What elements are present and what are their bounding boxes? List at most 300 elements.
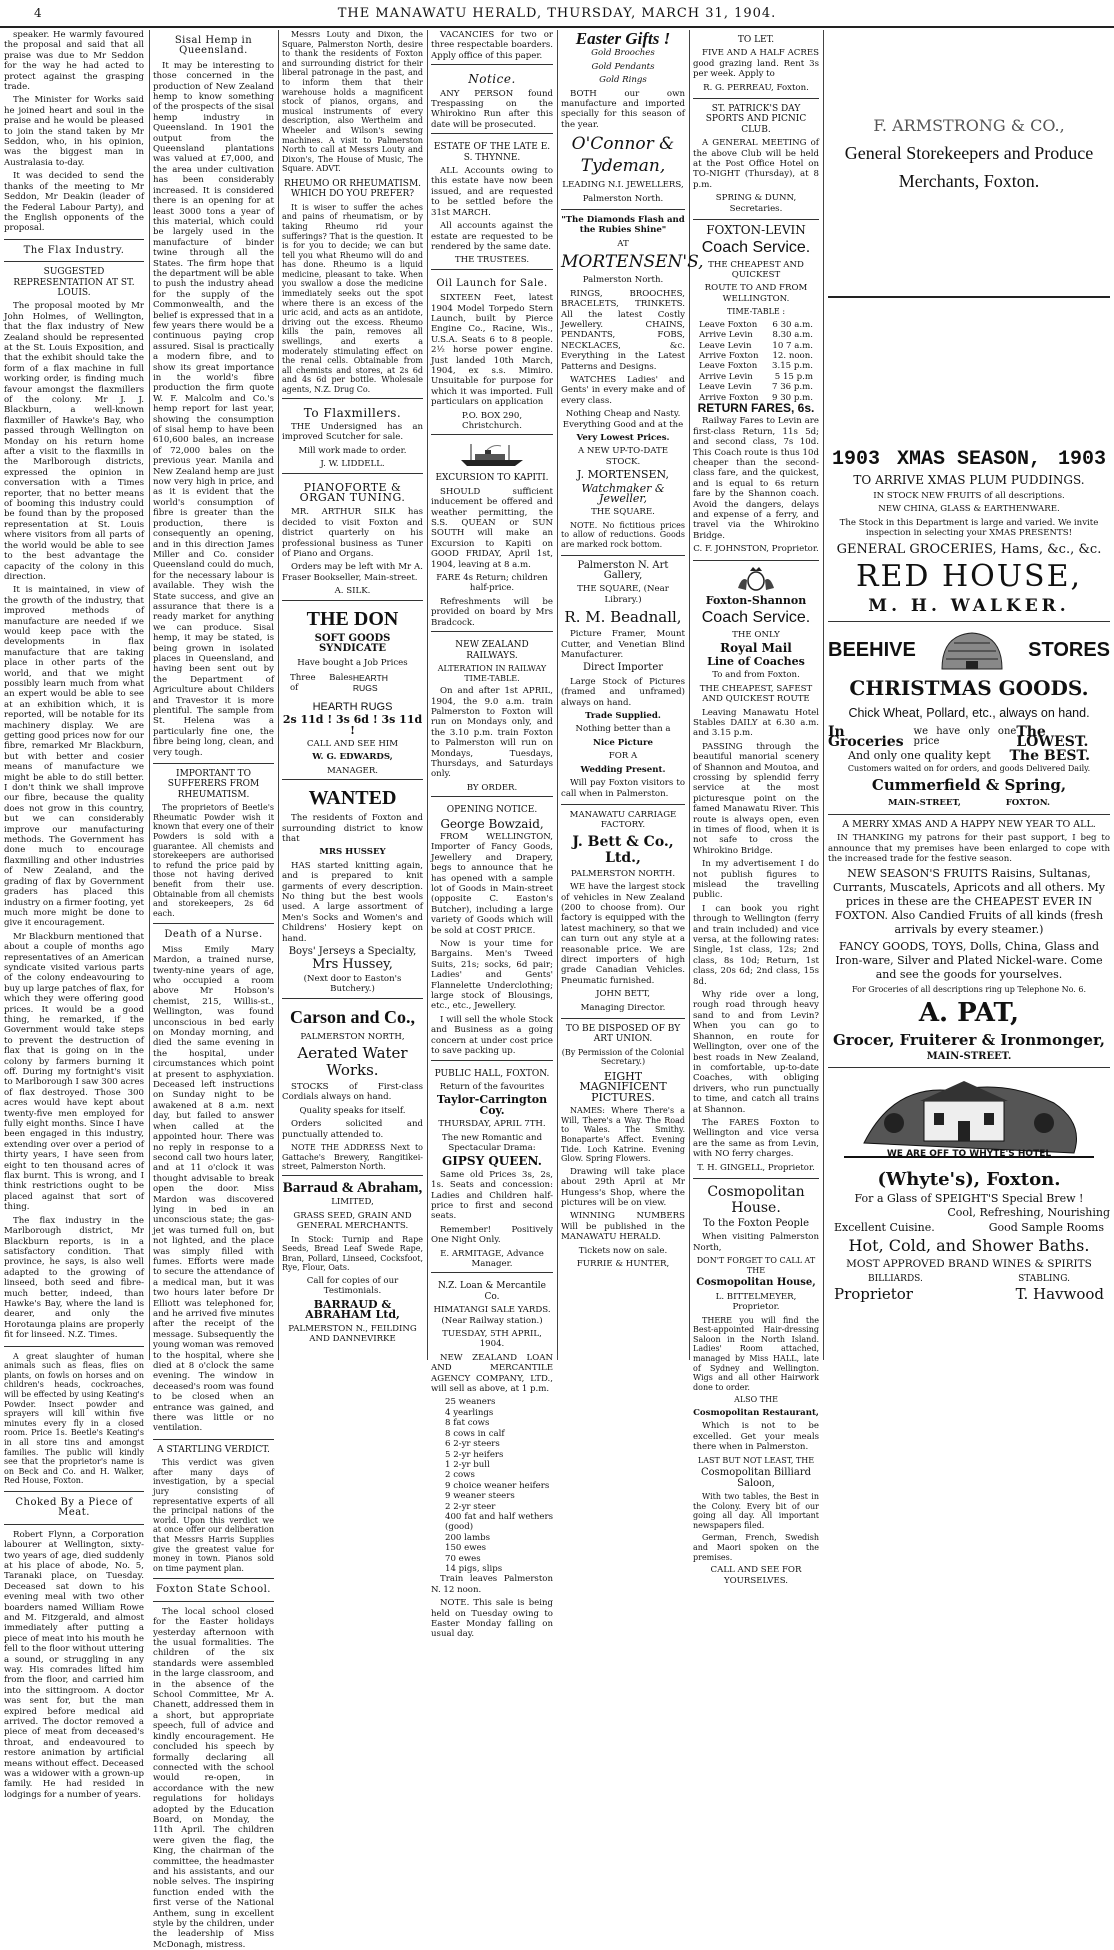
advert-text: SHOULD sufficient inducement be offered and weather permitting, the S.S. QUEAN or SUN SOUTH will make an Excursion to Kapiti on GOOD FRIDAY, April 1st, 1904, leaving at 8 a.m. <box>431 486 553 570</box>
article-text: This verdict was given after many days of investigation, by a special jury consisting of representative experts of all the principal nations of the world. Upon this verdict we at once offer our deliberation that Messrs Harris Supplies give the greatest value for money in town. Pianos sold on time payment plan. <box>153 1458 274 1573</box>
advert-text: FOXTON. <box>1005 798 1050 809</box>
advert-title: Cosmopolitan House. <box>707 1183 805 1216</box>
advert-text: MR. ARTHUR SILK has decided to visit Foxton and district quarterly on his professional business as Tuner of Piano and Organs. <box>282 507 423 560</box>
advert-text: Orders solicited and punctually attended to. <box>282 1119 423 1140</box>
advert-name: Cosmopolitan House, <box>696 1277 816 1289</box>
advert-heading: GIPSY QUEEN. <box>442 1154 542 1169</box>
advert-heading: HEARTH RUGS <box>312 700 393 713</box>
article-headline: Choked By a Piece of Meat. <box>15 1496 133 1519</box>
advert-signature: BY ORDER. <box>466 782 518 793</box>
advert-title: (Whyte's), Foxton. <box>877 1169 1061 1191</box>
stock-list-item: 5 2-yr heifers <box>445 1449 504 1460</box>
advert-text: German, French, Swedish and Maori spoken on the premises. <box>693 1533 819 1562</box>
advert-text: The FARES Foxton to Wellington and vice versa are the same as from Levin, with NO ferry charges. <box>693 1117 819 1160</box>
article-headline: Sisal Hemp in Queensland. <box>174 35 253 57</box>
steamship-illustration <box>457 442 527 468</box>
advert-text: A NEW UP-TO-DATE STOCK. <box>577 446 669 467</box>
stock-list-item: 200 lambs <box>445 1532 491 1543</box>
timetable-row <box>699 372 813 382</box>
advert-text: THE SQUARE. <box>591 507 655 518</box>
timetable-row <box>699 320 813 330</box>
advert-title: Foxton-Shannon <box>705 593 807 607</box>
advert-title: RED HOUSE, <box>855 558 1083 594</box>
advert-text: Nothing Cheap and Nasty. Everything Good and at the <box>562 409 684 430</box>
advert-text: IN THANKING my patrons for their past support, I beg to announce that my premises have been enlarged to cope with the increased trade for the festive season. <box>828 833 1110 865</box>
advert-text: VACANCIES for two or three respectable boarders. Apply office of this paper. <box>431 30 553 61</box>
advert-text: THE ONLY <box>732 630 780 641</box>
advert-item: Gold Brooches <box>591 48 655 59</box>
timetable-row <box>699 361 813 371</box>
timetable-time: 9 30 p.m. <box>772 392 813 403</box>
advert-title: THE DON <box>306 607 399 630</box>
advert-text: Wedding Present. <box>580 764 666 775</box>
column-rule <box>689 30 690 1360</box>
column-rule <box>149 30 150 1360</box>
advert-the-don <box>282 600 423 776</box>
advert-tagline: "The Diamonds Flash and the Rubies Shine" <box>561 215 685 236</box>
advert-text: WE have the largest stock of vehicles in New Zealand (200 to choose from). Our factory is equipped with the latest machinery, so that we can turn out any style at a reasonable price. We are direct importers of high grade Canadian Vehicles. Pneumatic furnished. <box>561 882 685 986</box>
advert-text: Now is your time for Bargains. Men's Tweed Suits, 21s; socks, 6d pair; Ladies' and Gents' Flannelette Underclothing; large stock of Blousings, etc., etc., Jewellery. <box>431 939 553 1012</box>
article-headline: Foxton State School. <box>156 1584 271 1596</box>
advert-text: SIXTEEN Feet, latest 1904 Model Torpedo Stern Launch, built by Pierce Engine Co., Racine, Wis., U.S.A. Seats 6 to 8 people. 2½ horse power engine. Just landed 10th March, 1904, ex s.s. Mimiro. Unsuitable for purpose for which it was imported. Full particulars on application <box>431 293 553 408</box>
advert-text: STABLING. <box>1018 1274 1070 1285</box>
advert-signature: T. H. GINGELL, Proprietor. <box>697 1162 815 1173</box>
column-rule <box>823 30 824 1360</box>
advert-flaxmillers <box>282 398 423 470</box>
article-text: Mr Blackburn mentioned that about a couple of months ago representatives of an American syndicate visited various parts of the colony endeavouring to buy up large patches of flax, for which they were offering good prices. It would be a good thing, he remarked, if the Government would take steps to prevent the destruction of flax that is going on in the colony by farmers burning it off. During my fortnight's visit to Marlborough I saw 300 acres of flax destroyed. Those 300 acres would have kept about twenty-five men employed for fully eight months. Since I have been engaged in this industry, extending over over a period of thirty years, I have seen from eight to ten thousand acres of flax burnt. This is wrong, and I think restrictions ought to be placed against that sort of thing. <box>4 931 144 1213</box>
advert-title: Carson and Co., <box>289 1006 416 1027</box>
advert-date: TUESDAY, 5TH APRIL, 1904. <box>442 1329 542 1350</box>
advert-item: Gold Rings <box>599 75 647 86</box>
advert-title: EIGHT MAGNIFICENT PICTURES. <box>579 1070 667 1104</box>
advert-text: LEADING N.I. JEWELLERS, <box>562 180 684 191</box>
advert-text: In Groceries <box>828 723 904 751</box>
advert-text: Quality speaks for itself. <box>299 1105 406 1116</box>
advert-text: we have only one price <box>913 725 1017 748</box>
timetable-time: 7 36 p.m. <box>772 382 813 393</box>
timetable-label: TIME-TABLE : <box>726 307 786 317</box>
advert-text: I will sell the whole Stock and Business as a going concern at under cost price to save packing up. <box>431 1014 553 1057</box>
advert-text: Orders may be left with Mr A. Fraser Bookseller, Main-street. <box>282 562 423 583</box>
article-text: Robert Flynn, a Corporation labourer at Wellington, sixty-two years of age, died suddenly at his place of abode, No. 5, Taranaki place, on Tuesday. Deceased sat down to his evening meal with two other boarders named William Rowe and M. Fitzgerald, and almost immediately after putting a piece of meat into his mouth he fell to the floor without uttering a sound, or struggling in any way. His comrades lifted him from the floor, and carried him into the sittingroom. A doctor was sent for, but the man expired before medical aid arrived. The doctor removed a piece of meat from deceased's throat, and endeavoured to restore animation by artificial means without effect. Deceased was a widower with a grown-up family. He had resided in lodgings for a number of years. <box>4 1529 144 1800</box>
advert-title: Coach Service. <box>701 609 811 627</box>
advert-text: In Stock: Turnip and Rape Seeds, Bread Leaf Swede Rape, Bran, Pollard, Linseed, Cocksfoot, Rye, Flour, Oats. <box>282 1234 423 1273</box>
column-2 <box>153 30 275 1950</box>
advert-text: Boys' Jerseys a Specialty, <box>288 946 417 958</box>
advert-text: Which is not to be excelled. Get your meals there when in Palmerston. <box>693 1421 819 1453</box>
advert-text: FANCY GOODS, TOYS, Dolls, China, Glass and Iron-ware, Silver and Plated Nickel-ware. Come and see the goods for yourselves. <box>835 940 1103 982</box>
column-6 <box>693 30 819 1586</box>
stock-list-item: 400 fat and half wethers (good) <box>445 1511 553 1533</box>
advert-text: Palmerston North. <box>582 193 664 204</box>
article-text: The proprietors of Beetle's Rheumatic Powder wish it known that every one of their Powders is sold with a guarantee. All chemists and storekeepers are authorised to refund the price paid by those not having derived benefit from their use. Obtainable from all chemists and storekeepers, 2s 6d each. <box>153 803 274 918</box>
advert-text: Palmerston North. <box>582 275 664 286</box>
advert-title: BEEHIVE <box>828 639 916 662</box>
stock-list-item: 4 yearlings <box>445 1407 494 1418</box>
advert-name: A. PAT, <box>918 998 1020 1029</box>
advert-text: Return of the favourites <box>439 1081 545 1092</box>
advert-text: In my advertisement I do not publish figures to mislead the travelling public. <box>693 859 819 901</box>
whytes-hotel-illustration <box>834 1073 1104 1165</box>
advert-text: Will pay Foxton visitors to call when in Palmerston. <box>561 778 685 799</box>
advert-name: Cosmopolitan Billiard Saloon, <box>700 1467 811 1489</box>
article-text: speaker. He warmly favoured the proposal and said that all praise was due to Mr Seddon for the way he had acted to protect against the grasping trade. <box>4 30 144 93</box>
timetable-time: 5 15 p.m <box>774 371 813 382</box>
article-text: It is maintained, in view of the growth of the industry, that improved methods of manufacture are needed if we would keep pace with the developments in flax manufacture that are taking place in other parts of the world, and that we might possibly learn much from what an expert would be able to see at an exhibition which, it is reported, will be notable for its machinery display. We are getting good prices now for our fibre, remarked Mr Blackburn, but with better and cosier means of manufacture we might be able to do still better. I don't think we shall improve our fibre, because the quality does not grow in this country, but we can considerably improve our manufacturing methods. The Government has done much to encourage flaxmilling and other industries of New Zealand, and the grading of flax by Government graders has placed this industry on a firmer footing, yet much more might be done to give it encouragement. <box>4 585 144 929</box>
advert-text: MANAGER. <box>326 765 379 776</box>
advert-excursion <box>431 434 553 628</box>
advert-text: The new Romantic and Spectacular Drama: <box>441 1132 543 1153</box>
advert-name: Mrs Hussey, <box>312 957 393 973</box>
timetable-time: 12. noon. <box>772 350 813 361</box>
stock-list-item: 9 choice weaner heifers <box>445 1480 550 1491</box>
advert-launch <box>431 269 553 432</box>
advert-text: CALL AND SEE HIM <box>306 738 399 749</box>
advert-text: PALMERSTON N., FEILDING AND DANNEVIRKE <box>288 1323 417 1344</box>
advert-text: Excellent Cuisine. <box>834 1221 935 1235</box>
advert-text: The BEST. <box>1009 748 1090 765</box>
column-7 <box>828 30 1110 1360</box>
advert-text: HEARTH RUGS <box>352 672 389 694</box>
advert-title: EXCURSION TO KAPITI. <box>435 473 549 484</box>
advert-text: Hot, Cold, and Shower Baths. <box>848 1235 1090 1255</box>
column-rule <box>557 30 558 1360</box>
column-rule <box>427 30 428 1360</box>
timetable-stop: Leave Levin <box>699 340 752 351</box>
advert-title: ST. PATRICK'S DAY SPORTS AND PICNIC CLUB. <box>705 104 807 135</box>
advert-text: Same old Prices 3s, 2s, 1s. Seats and concession: Ladies and Children half-price to first and second seats. <box>431 1169 553 1222</box>
advert-railways <box>431 631 553 793</box>
advert-text: ALSO THE <box>734 1395 778 1405</box>
advert-item: Gold Pendants <box>591 61 655 72</box>
advert-title: Oil Launch for Sale. <box>436 277 548 289</box>
advert-title: Easter Gifts ! <box>575 29 671 48</box>
column-4 <box>431 30 553 1640</box>
xmas-heading: XMAS SEASON, <box>896 448 1042 471</box>
advert-name: Palmerston N. Art Gallery, <box>577 559 669 581</box>
advert-text: Mill work made to order. <box>298 445 407 456</box>
advert-title: To Flaxmillers. <box>303 405 402 420</box>
advert-signature: C. F. JOHNSTON, Proprietor. <box>693 544 819 555</box>
advert-text: FOR A <box>608 751 638 762</box>
advert-text: ALL Accounts owing to this estate have now been issued, and are requested to be settled before the 31st MARCH. <box>431 166 553 218</box>
advert-text: THE SQUARE, (Near Library.) <box>577 584 669 605</box>
timetable-stop: Arrive Foxton <box>699 350 759 361</box>
advert-text: LIMITED, <box>331 1197 374 1208</box>
newspaper-title: THE MANAWATU HERALD, THURSDAY, MARCH 31, 1904. <box>337 6 777 21</box>
advert-text: LAST BUT NOT LEAST, THE <box>697 1455 815 1465</box>
page-number: 4 <box>34 6 42 20</box>
advert-signature: T. Havwood <box>1015 1284 1104 1303</box>
advert-heading: GENERAL GROCERIES, Hams, &c., &c. <box>836 541 1102 557</box>
advert-text: FARE 4s Return; children half-price. <box>436 573 548 594</box>
advert-text: Managing Director. <box>580 1002 666 1013</box>
advert-text: Watchmaker & Jeweller, <box>581 481 665 505</box>
advert-text: Call for copies of our Testimonials. <box>306 1275 399 1297</box>
timetable-time: 6 30 a.m. <box>772 319 813 330</box>
column-1 <box>4 30 144 1800</box>
advert-subtitle: SOFT GOODS SYNDICATE <box>314 632 391 655</box>
advert-name: MRS HUSSEY <box>319 847 386 858</box>
advert-text: THE CHEAPEST, SAFEST AND QUICKEST ROUTE <box>699 683 813 705</box>
advert-text: PALMERSTON NORTH. <box>570 868 676 879</box>
xmas-year: 1903 <box>832 448 881 471</box>
stock-list-item: 150 ewes <box>445 1543 487 1554</box>
timetable-stop: Arrive Levin <box>699 330 753 341</box>
advert-greeting: A MERRY XMAS AND A HAPPY NEW YEAR TO ALL. <box>842 818 1096 830</box>
advert-text: ROUTE TO AND FROM WELLINGTON. <box>704 283 808 304</box>
advert-text: BILLIARDS. <box>868 1274 923 1285</box>
royal-crest-illustration <box>734 566 778 592</box>
advert-name: R. M. Beadnall, <box>564 608 682 627</box>
advert-text: Leaving Manawatu Hotel Stables DAILY at 6.30 a.m. and 3.15 p.m. <box>693 707 819 739</box>
notice-text: A great slaughter of human animals such as fleas, flies on plants, on fowls on horses and on children's heads, cockroaches, will be effected by using Keating's Powder. Insect powder and sprayers will kill within five minutes every fly in a closed room. Price 1s. Beetle's Keating's in all store tins and amongst families. The public will kindly see that the proprietor's name is on Beck and Co. and H. Walker, Red House, Foxton. <box>4 1351 144 1486</box>
stock-list-item: 8 fat cows <box>445 1418 490 1429</box>
advert-text: (Next door to Easton's Butchery.) <box>303 973 402 995</box>
advert-title: PIANOFORTE & ORGAN TUNING. <box>299 480 406 505</box>
advert-text: CALL AND SEE FOR YOURSELVES. <box>710 1565 802 1586</box>
advert-estate <box>431 133 553 265</box>
advert-name: MORTENSEN'S, <box>561 252 704 273</box>
advert-text: NEW CHINA, GLASS & EARTHENWARE. <box>878 504 1060 515</box>
stock-list-item: 70 ewes <box>445 1553 481 1564</box>
advert-text: Railway Fares to Levin are first-class Return, 11s 5d; and second class, 7s 10d. This Coach route is thus 10d cheaper than the second-class fare, and the quickest, and is equal to 6s return fare by the Shannon coach. Avoid the dangers, delays and expense of a ferry, and travel via the Whirokino Bridge. <box>693 416 819 541</box>
advert-loan-mercantile <box>431 1272 553 1639</box>
advert-text: And only one quality kept <box>848 749 991 763</box>
advert-title: N.Z. Loan & Mercantile Co. <box>437 1281 546 1302</box>
xmas-year: 1903 <box>1057 448 1106 471</box>
advert-title: WANTED <box>308 787 397 810</box>
timetable-stop: Leave Levin <box>699 382 752 393</box>
advert-name: J. MORTENSEN, <box>577 468 669 482</box>
advert-text: THE CHEAPEST AND QUICKEST <box>708 259 804 280</box>
advert-signature: E. ARMITAGE, Advance Manager. <box>440 1248 544 1269</box>
advert-text: IN STOCK NEW FRUITS of all descriptions. <box>873 491 1065 501</box>
advert-text: Why ride over a long, rough road through heavy sand to and from Levin? When you can go to Shannon, en route for Wellington, over one of the best roads in New Zealand, in comfortable, up-to-date Coaches, with obliging drivers, who run punctually to time, and catch all trains at Shannon. <box>693 990 819 1115</box>
article-text: It may be interesting to those concerned in the production of New Zealand hemp to know something of the prospects of the sisal hemp industry in Queensland. In 1901 the output from the Queensland plantations was valued at £7,000, and the area under cultivation has been considerably increased. It is considered there is an opening for at least 3000 tons a year of this material, which could be largely used in the manufacture of binder twine through all the States. The firm hope that the department will be able to push the industry ahead for the supply of the Commonwealth, and the belief is expressed that in a few years there would be a continuous paying crop assured. Sisal is practically a modern fibre, and to show its great importance in the world's fibre production the firm quote W. F. Malcolm and Co.'s hemp report for last year, showing the consumption of sisal hemp to have been 610,600 bales, an increase of 72,000 bales on the previous year. Manila and New Zealand hemp are just now very high in price, and as it is evident that the world's consumption of fibre is greater than the production, there is consequently an opening, and in this direction James Miller and Co. consider Queensland could do much, for the necessary labour is available. They wish the State success, and give an assurance that there is a ready market for anything we can produce. Sisal hemp, it may be stated, is being grown in isolated places in Queensland, and having been sent out by the Department of Agriculture about Childers and Travestor it is more plentiful. The sample from St. Helena was a particularly fine one, the fibre being long, clean, and very tough. <box>153 60 275 758</box>
stock-list-item: 14 pigs, slips <box>445 1563 503 1574</box>
advert-text: MAIN-STREET. <box>926 1051 1012 1063</box>
advert-text: NAMES: Where There's a Will, There's a Way. The Road to Wales. The Smithy. Bonaparte's Affect. Evening Tide. Loch Katrine. Evening Glow. Spring Flowers. <box>561 1106 685 1164</box>
advert-heading: RETURN FARES, 6s. <box>697 400 815 415</box>
advert-text: All accounts against the estate are requested to be rendered by the same date. <box>431 221 553 252</box>
advert-text: FIVE AND A HALF ACRES good grazing land. Rent 3s per week. Apply to <box>693 48 819 80</box>
advert-text: Trade Supplied. <box>585 711 661 722</box>
article-text: It is wiser to suffer the aches and pains of rheumatism, or by taking Rheumo rid your sufferings? That is the question. It is for you to decide; we can but tell you what Rheumo will do and has done. Rheumo is a liquid medicine, pleasant to take. When you swallow a dose the medicine immediately seeks out the spot where there is an excess of the uric acid, and acts as an antidote, driving out the excess. Rheumo kills the pain, removes all swellings, and exerts a moderately stimulating effect on the renal cells. Obtainable from all chemists and stores, at 2s 6d and 4s 6d per bottle. Wholesale agents, N.Z. Drug Co. <box>282 202 423 394</box>
advert-signature: A. SILK. <box>334 586 371 597</box>
timetable-time: 10 7 a.m. <box>772 340 813 351</box>
timetable-row <box>699 341 813 351</box>
timetable-row <box>699 351 813 361</box>
advert-title: FOXTON-LEVIN <box>706 223 806 238</box>
advert-piano-tuning <box>282 473 423 597</box>
advert-text: RINGS, BROOCHES, BRACELETS, TRINKETS. All the latest Costly Jewellery. CHAINS, PENDANTS, FOBS, NECKLACES, &c. Everything in the Latest Patterns and Designs. <box>561 288 685 372</box>
article-text: The proposal mooted by Mr John Holmes, of Wellington, that the flax industry of New Zealand should be represented at the St. Louis Exposition, and that the exhibit should take the form of a flax machine in full working order, is finding much favour amongst the flaxmillers of the colony. Mr J. J. Blackburn, a well-known flaxmiller of Hawke's Bay, who passed through Wellington on Monday on his return home after a visit to the flaxmills in the Marlborough districts, expressed the opinion in conversation with a Times reporter, that no better means of booming this industry could be found than by the proposed representation at St. Louis where visitors from all parts of the world would be able to see to the best advantage the capacity of the colony in this direction. <box>4 301 144 582</box>
advert-text: AT <box>617 238 629 249</box>
advert-text: NEW ZEALAND LOAN AND MERCANTILE AGENCY COMPANY, LTD., will sell as above, at 1 p.m. <box>431 1352 553 1395</box>
article-subhead: RHEUMO OR RHEUMATISM. WHICH DO YOU PREFER? <box>283 178 422 200</box>
advert-subtitle: ALTERATION IN RAILWAY TIME-TABLE. <box>437 663 547 683</box>
advert-text: NEW SEASON'S FRUITS Raisins, Sultanas, Currants, Muscatels, Apricots and all others. My prices in these are the CHEAPEST EVER IN FOXTON. Also Candied Fruits of all kinds (fresh arrivals by every steamer.) <box>833 867 1105 937</box>
advert-public-hall <box>431 1060 553 1270</box>
article-text: The flax industry in the Marlborough district, Mr Blackburn reports, is in a satisfactory condition. That province, he says, is also well adapted to the growing of linseed, both seed and fibre-much better, indeed, than Hawke's Bay, where the land is dearer, and only the Horotaunga plains are properly fit for linseed. N.Z. Times. <box>4 1215 144 1341</box>
column-3 <box>282 30 423 1360</box>
advert-text: BOTH our own manufacture and imported specially for this season of the year. <box>561 88 685 130</box>
advert-text: Nice Picture <box>593 737 653 748</box>
advert-text: Line of Coaches <box>707 654 805 668</box>
advert-title: Notice. <box>468 72 516 87</box>
advert-title: F. ARMSTRONG & CO., <box>873 116 1065 135</box>
advert-text: (By Permission of the Colonial Secretary.) <box>561 1047 685 1067</box>
advert-text: WINNING NUMBERS Will be published in the MANAWATU HERALD. <box>561 1211 685 1243</box>
advert-text: THERE you will find the Best-appointed Hair-dressing Saloon in the North Island. Ladies' Room attached, managed by Miss HALL, late of Sydney and Wellington. Wigs and all other Hairwork done to order. <box>693 1315 819 1392</box>
advert-armstrong <box>828 116 1110 298</box>
stock-list-item: 2 cows <box>445 1470 475 1481</box>
advert-text: Very Lowest Prices. <box>576 432 670 443</box>
advert-heading: TO ARRIVE XMAS PLUM PUDDINGS. <box>853 473 1085 487</box>
advert-text: Proprietor <box>834 1284 913 1303</box>
advert-text: WATCHES Ladies' and Gents' in every make and of every class. <box>561 374 685 406</box>
advert-heading: CHRISTMAS GOODS. <box>849 675 1089 700</box>
advert-signature: FURRIE & HUNTER, <box>576 1259 670 1270</box>
article-text: The Minister for Works said he joined heart and soul in the praise and he would be pleased to join the stand taken by Mr Seddon, who, in his opinion, was the biggest man in Australasia to-day. <box>4 95 144 168</box>
advert-text: To the Foxton People <box>702 1217 810 1229</box>
advert-title: ESTATE OF THE LATE E. S. THYNNE. <box>433 142 551 163</box>
advert-carson <box>282 998 423 1172</box>
advert-text: STOCKS of First-class Cordials always on hand. <box>282 1082 423 1103</box>
advert-text: To and from Foxton. <box>712 670 800 681</box>
advert-title: General Storekeepers and Produce Merchants, Foxton. <box>844 143 1094 191</box>
advert-text: Good Sample Rooms <box>988 1221 1104 1235</box>
advert-title: TO LET. <box>737 35 775 45</box>
advert-text: L. BITTELMEYER, Proprietor. <box>715 1291 797 1313</box>
advert-text: ANY PERSON found Trespassing on the Whirokino Run after this date will be prosecuted. <box>431 88 553 130</box>
advert-signature: SPRING & DUNN, Secretaries. <box>715 193 797 214</box>
advert-text: The residents of Foxton and surrounding district to know that <box>282 813 423 844</box>
advert-text: A GENERAL MEETING of the above Club will be held at the Post Office Hotel on TO-NIGHT (Thursday), at 8 p.m. <box>693 138 819 190</box>
advert-barraud <box>282 1175 423 1344</box>
advert-name: Cosmopolitan Restaurant, <box>693 1407 819 1418</box>
article-subhead: A STARTLING VERDICT. <box>157 1444 270 1455</box>
advert-title: Barraud & Abraham, <box>282 1179 423 1196</box>
column-5 <box>561 29 704 1360</box>
advert-text: Royal Mail <box>720 641 792 656</box>
article-subhead: SUGGESTED REPRESENTATION AT ST. LOUIS. <box>13 267 135 298</box>
advert-heading: Aerated Water Works. <box>297 1044 408 1080</box>
advert-text: Customers waited on for orders, and goods Delivered Daily. <box>847 763 1091 773</box>
advert-name: Cummerfield & Spring, <box>871 776 1067 795</box>
advert-text: MAIN-STREET, <box>888 798 961 809</box>
beehive-icon <box>932 629 1012 673</box>
advert-text: For a Glass of SPEIGHT'S Special Brew ! <box>854 1192 1084 1206</box>
advert-text: On and after 1st APRIL, 1904, the 9.0 a.m. train Palmerston to Foxton will run on Mondays only, and the 3.10 p.m. train Foxton to Palmerston will run on Mondays, Tuesdays, Thursdays, and Saturdays only. <box>431 686 553 780</box>
advert-signature: P.O. BOX 290, Christchurch. <box>461 410 523 431</box>
advert-title: OPENING NOTICE. <box>446 805 538 816</box>
advert-text: Cool, Refreshing, Nourishing <box>947 1205 1110 1219</box>
advert-title: TO BE DISPOSED OF BY ART UNION. <box>565 1024 681 1045</box>
timetable-stop: Leave Foxton <box>699 361 758 372</box>
advert-title: NEW ZEALAND RAILWAYS. <box>455 640 529 661</box>
advert-text: Refreshments will be provided on board by Mrs Bradcock. <box>431 596 553 628</box>
advert-title: Coach Service. <box>701 238 811 256</box>
stock-list-item: 25 weaners <box>445 1397 496 1408</box>
advert-text: With two tables, the Best in the Colony. Every bit of our going all day. All important newspapers filed. <box>693 1491 819 1530</box>
advert-text: PALMERSTON NORTH, <box>300 1031 405 1042</box>
column-rule <box>278 30 279 1360</box>
advert-text: NOTE. This sale is being held on Tuesday owing to Easter Monday falling on usual day. <box>431 1598 553 1640</box>
advert-text: HAS started knitting again, and is prepared to knit garments of every description. No thing but the best wools used. A large assortment of Men's Socks and Women's and Childrens' Hosiery kept on hand. <box>282 860 423 944</box>
timetable-row <box>699 330 813 340</box>
advert-signature: J. W. LIDDELL. <box>320 459 385 470</box>
advert-text: Have bought a Job Prices <box>297 657 408 668</box>
advert-notice <box>431 64 553 130</box>
advert-text: Large Stock of Pictures (framed and unframed) always on hand. <box>561 676 685 708</box>
advert-title: STORES <box>1028 639 1110 662</box>
advert-subtitle: HIMATANGI SALE YARDS. (Near Railway station.) <box>433 1305 551 1326</box>
advert-signature: R. G. PERREAU, Foxton. <box>703 82 809 93</box>
advert-name: Taylor-Carrington Coy. <box>436 1093 548 1117</box>
advert-text: NOTE THE ADDRESS Next to Gattache's Brewery, Rangitikei-street, Palmerston North. <box>282 1143 423 1172</box>
advert-date: THURSDAY, APRIL 7TH. <box>438 1119 546 1130</box>
stock-list-item: 2 2-yr steer <box>445 1501 496 1512</box>
advert-text: Nothing better than a <box>575 724 671 735</box>
advert-signature: THE TRUSTEES. <box>454 255 530 266</box>
timetable-stop: Leave Foxton <box>699 319 758 330</box>
timetable <box>693 320 819 403</box>
advert-text: Tickets now on sale. <box>578 1245 668 1256</box>
timetable-row <box>699 382 813 392</box>
advert-wanted <box>282 779 423 995</box>
advert-text: For Groceries of all descriptions ring up Telephone No. 6. <box>851 985 1087 995</box>
article-subhead: IMPORTANT TO SUFFERERS FROM RHEUMATISM. <box>167 769 260 800</box>
illustration-caption: WE ARE OFF TO WHYTE'S HOTEL <box>886 1149 1052 1160</box>
advert-text: Picture Framer, Mount Cutter, and Venetian Blind Manufacturer. <box>561 629 685 661</box>
advert-text: The LOWEST. <box>1016 723 1089 751</box>
stock-list-item: 1 2-yr bull <box>445 1459 490 1470</box>
advert-title: BARRAUD & ABRAHAM Ltd, <box>305 1297 400 1322</box>
article-text: Messrs Louty and Dixon, the Square, Palmerston North, desire to thank the residents of Foxton and surrounding district for their liberal patronage in the past, and to inform them that their warehouse holds a magnificent stock of pianos, organs, and musical instruments of every description, also Wertheim and Wheeler and Wilson's sewing machines. A visit to Palmerston North to call at Messrs Louty and Dixon's, The House of Music, The Square. ADVT. <box>282 30 423 174</box>
advert-title: PUBLIC HALL, FOXTON. <box>434 1068 550 1079</box>
advert-name: George Bowzaid, <box>440 816 544 831</box>
stock-list <box>431 1397 553 1574</box>
advert-text: THE Undersigned has an improved Scutcher for sale. <box>282 422 423 443</box>
advert-text: JOHN BETT, <box>596 989 650 1000</box>
stock-list-item: 8 cows in calf <box>445 1428 505 1439</box>
advert-text: Drawing will take place about 29th April at Mr Hungess's Shop, where the pictures will be on view. <box>561 1166 685 1208</box>
advert-text: Train leaves Palmerston N. 12 noon. <box>431 1574 553 1595</box>
advert-name: M. H. WALKER. <box>868 595 1070 616</box>
advert-signature: W. G. EDWARDS, <box>312 752 393 763</box>
article-headline: The Flax Industry. <box>23 244 125 256</box>
advert-text: Chick Wheat, Pollard, etc., always on hand. <box>848 705 1090 720</box>
advert-text: MOST APPROVED BRAND WINES & SPIRITS <box>846 1257 1092 1270</box>
advert-prices: 2s 11d ! 3s 6d ! 3s 11d ! <box>282 713 423 737</box>
advert-text: Three Bales of <box>290 672 353 694</box>
advert-text: GRASS SEED, GRAIN AND GENERAL MERCHANTS. <box>293 1210 412 1232</box>
masthead <box>0 0 1114 28</box>
article-text: The local school closed for the Easter holidays yesterday afternoon with the usual formalities. The children of the six standards were assembled in the large classroom, and in the absence of the School Committee, Mr A. Chanett, addressed them in a short, but appropriate speech, full of advice and kindly encouragement. He concluded his speech by formally declaring all connected with the school would re-open, in accordance with the new regulations for holidays adopted by the Education Board, on Monday, the 11th April. The children were given the flag, the King, the chairman of the committee, the headmaster and his assistants, and our noble selves. The inspiring function ended with the first verse of the National Anthem, sung in excellent style by the children, under the leadership of Miss McDonagh, mistress. <box>153 1606 274 1950</box>
advert-text: Remember! Positively One Night Only. <box>431 1224 553 1246</box>
advert-text: The Stock in this Department is large and varied. We invite inspection in selecting your XMAS PRESENTS! <box>839 517 1099 539</box>
timetable-time: 8.30 a.m. <box>772 330 813 341</box>
timetable-stop: Arrive Levin <box>699 371 753 382</box>
stock-list-item: 9 weaner steers <box>445 1491 515 1502</box>
article-text: Miss Emily Mary Mardon, a trained nurse, twenty-nine years of age, who occupied a room above Mr Hobson's chemist, 215, Willis-st., Wellington, was found unconscious in bed early on Monday morning, and died the same evening in the hospital, under circumstances which point at present to asphyxiation. Deceased left instructions on Sunday night to be awakened at 8 a.m. next day, but failed to answer when called at the appointed hour. There was no reply in response to a second call two hours later, and at 11 o'clock it was thought advisable to break open the door. Miss Mardon was discovered lying in bed in an unconscious state; the gas-jet was turned full on, but not lighted, and the place was simply filled with fumes. Efforts were made to secure the attendance of a medical man, but it was two hours later before Dr Elliott was telephoned for, and he arrived five minutes after the receipt of the message. Subsequently the young woman was removed to the hospital, where she died at 8 o'clock the same evening. The window in deceased's room was found to be closed when an entrance was gained, and there was little or no ventilation. <box>153 944 274 1434</box>
advert-text: Grocer, Fruiterer & Ironmonger, <box>832 1031 1106 1050</box>
advert-title: MANAWATU CARRIAGE FACTORY. <box>569 809 677 831</box>
article-headline: Death of a Nurse. <box>164 929 263 941</box>
timetable-stop: Arrive Foxton <box>699 392 759 403</box>
